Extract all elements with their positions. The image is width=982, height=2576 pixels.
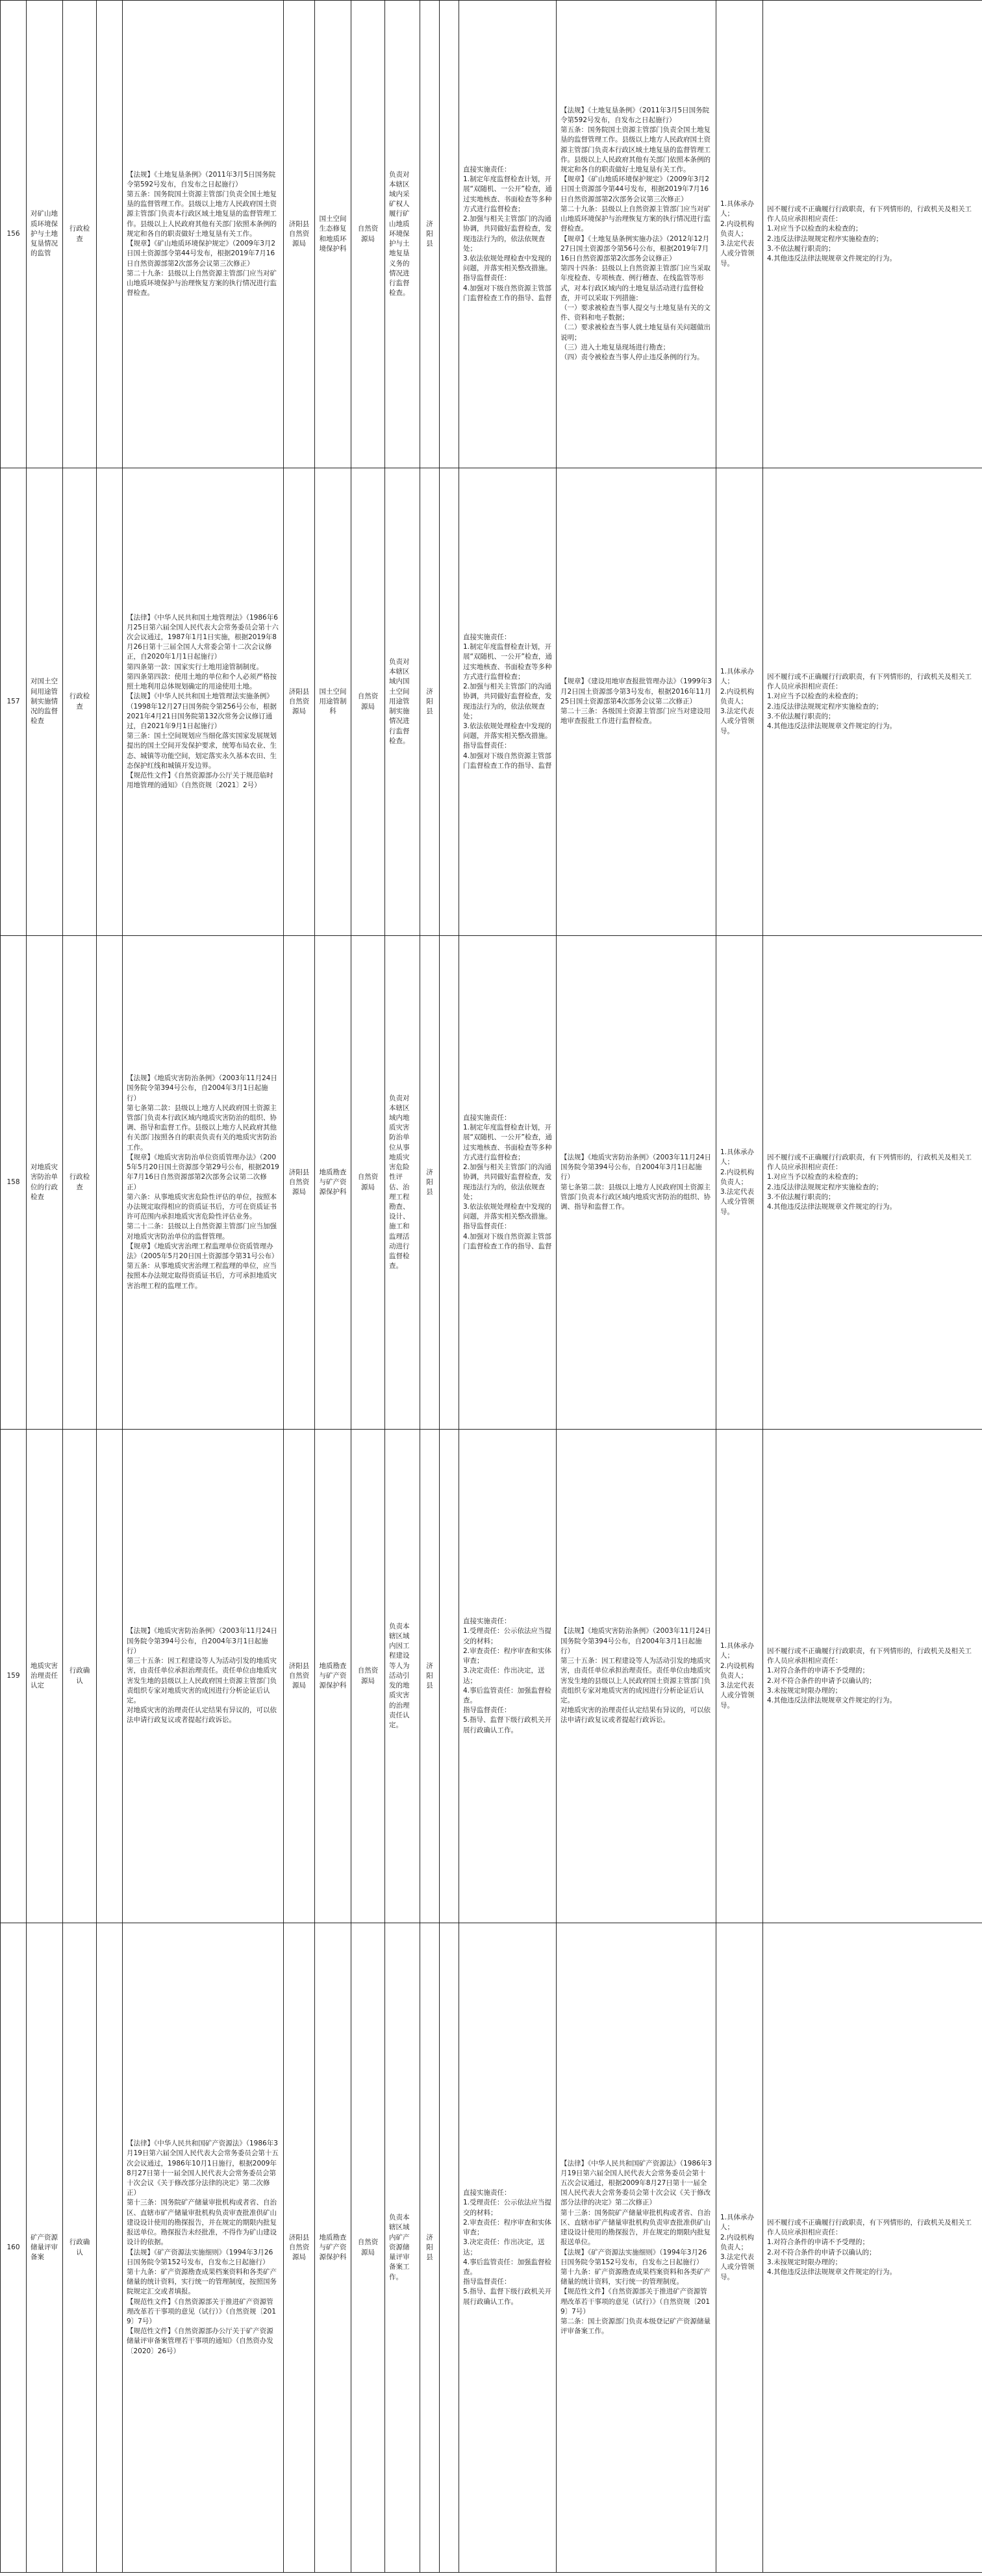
implementing-department: 济阳县自然资源局 — [284, 936, 315, 1430]
table-row — [1, 1923, 982, 2573]
responsibility-basis: 【法规】《土地复垦条例》（2011年3月5日国务院令第592号发布，自发布之日起施行） 第五条：国务院国土资源主管部门负责全国土地复垦的监督管理工作。县级以上地方人民政府国土资源主管部门负责本行政区域土地复垦的监督管理工作。县级以上人民政府其他有关部门依照本条例的规定和各自的职责做好土地复垦有关工作。 【规章】《矿山地质环境保护规定》（2009年3月2日国土资源部令第44号发布，根据2019年7月16日自然资源部第2次部务会议第三次修正） 第二十九条：县级以上自然资源主管部门应当对矿山地质环境保护与治理恢复方案的执行情况进行监督检查。 【规章】《土地复垦条例实施办法》（2012年12月27日国土资源部令第56号公布，根据2019年7月16日自然资源部第2次部务会议修正） 第四十四条：县级以上自然资源主管部门应当采取年度检查、专项核查、例行稽查、在线监管等形式，对本行政区域内的土地复垦活动进行监督检查，并可以采取下列措施： （一）要求被检查当事人提交与土地复垦有关的文件、资料和电子数据； （二）要求被检查当事人就土地复垦有关问题做出说明； （三）进入土地复垦现场进行勘查； （四）责令被检查当事人停止违反条例的行为。 — [557, 1, 716, 468]
accountable-persons: 1.具体承办人； 2.内设机构负责人； 3.法定代表人或分管领导。 — [716, 1923, 763, 2573]
implementing-department: 济阳县自然资源局 — [284, 1, 315, 468]
remarks — [440, 1, 459, 468]
item-name: 对矿山地质环境保护与土地复垦情况的监管 — [27, 1, 63, 468]
responsible-unit: 地质勘查与矿产资源保护科 — [315, 1923, 351, 2573]
subject-organ: 自然资源局 — [351, 936, 385, 1430]
item-name: 对地质灾害防治单位的行政检查 — [27, 936, 63, 1430]
table-row — [1, 468, 982, 936]
legal-basis: 【法规】《土地复垦条例》（2011年3月5日国务院令第592号发布，自发布之日起施行） 第五条：国务院国土资源主管部门负责全国土地复垦的监督管理工作。县级以上地方人民政府国土资源主管部门负责本行政区域土地复垦的监督管理工作。县级以上人民政府其他有关部门依照本条例的规定和各自的职责做好土地复垦有关工作。 【规章】《矿山地质环境保护规定》（2009年3月2日国土资源部令第44号发布，根据2019年7月16日自然资源部第2次部务会议第三次修正） 第二十九条：县级以上自然资源主管部门应当对矿山地质环境保护与治理恢复方案的执行情况进行监督检查。 — [123, 1, 284, 468]
table-row — [1, 1, 982, 468]
subject-organ: 自然资源局 — [351, 1430, 385, 1923]
responsibility-basis: 【法律】《中华人民共和国矿产资源法》（1986年3月19日第六届全国人民代表大会常务委员会第十五次会议通过，根据2009年8月27日第十一届全国人民代表大会常务委员会第十次会议《关于修改部分法律的决定》第二次修正） 第十三条：国务院矿产储量审批机构或者省、自治区、直辖市矿产储量审批机构负责审查批准供矿山建设设计使用的勘探报告，并在规定的期限内批复报送单位。 【法规】《矿产资源法实施细则》（1994年3月26日国务院令第152号发布，自发布之日起施行） 第十九条：矿产资源勘查成果档案资料和各类矿产储量的统计资料，实行统一的管理制度。 【规范性文件】《自然资源部关于推进矿产资源管理改革若干事项的意见（试行）》（自然资规〔2019〕7号） 第二条：国土资源部门负责本级登记矿产资源储量评审备案工作。 — [557, 1923, 716, 2573]
row-number: 156 — [1, 1, 27, 468]
level: 济阳县 — [420, 1430, 440, 1923]
responsibility-basis: 【规章】《建设用地审查报批管理办法》（1999年3月2日国土资源部令第3号发布，根据2016年11月25日国土资源部第4次部务会议第二次修正） 第二十三条：各级国土资源主管部门应当对建设用地审查报批工作进行监督检查。 — [557, 468, 716, 936]
blank-cell — [97, 1, 123, 468]
implementing-department: 济阳县自然资源局 — [284, 468, 315, 936]
responsibility-items: 直接实施责任： 1.制定年度监督检查计划，开展“双随机、一公开”检查，通过实地核查、书面检查等多种方式进行监督检查； 2.加强与相关主管部门的沟通协调，共同做好监督检查，发现违法行为的，依法依规查处； 3.依法依规处理检查中发现的问题，并落实相关整改措施。 指导监督责任： 4.加强对下级自然资源主管部门监督检查工作的指导、监督 — [459, 1, 557, 468]
item-category: 行政确认 — [63, 1430, 97, 1923]
item-category: 行政检查 — [63, 468, 97, 936]
responsibility-items: 直接实施责任： 1.制定年度监督检查计划，开展“双随机、一公开”检查，通过实地核查、书面检查等多种方式进行监督检查； 2.加强与相关主管部门的沟通协调，共同做好监督检查，发现违法行为的，依法依规查处； 3.依法依规处理检查中发现的问题，并落实相关整改措施。 指导监督责任： 4.加强对下级自然资源主管部门监督检查工作的指导、监督 — [459, 468, 557, 936]
blank-cell — [97, 1923, 123, 2573]
liability-circumstances: 因不履行或不正确履行行政职责，有下列情形的，行政机关及相关工作人员应承担相应责任： 1.对应当予以检查的未检查的； 2.违反法律法规规定程序实施检查的； 3.不依法履行职责的； 4.其他违反法律法规规章文件规定的行为。 — [763, 936, 982, 1430]
responsible-unit: 地质勘查与矿产资源保护科 — [315, 1430, 351, 1923]
liability-circumstances: 因不履行或不正确履行行政职责，有下列情形的，行政机关及相关工作人员应承担相应责任： 1.对符合条件的申请不予受理的； 2.对不符合条件的申请予以确认的； 3.未按规定时限办理的； 4.其他违反法律法规规章文件规定的行为。 — [763, 1430, 982, 1923]
subject-organ: 自然资源局 — [351, 1, 385, 468]
responsible-unit: 国土空间生态修复和地质环境保护科 — [315, 1, 351, 468]
implementing-department: 济阳县自然资源局 — [284, 1923, 315, 2573]
duty-scope: 负责对本辖区域内地质灾害防治单位从事地质灾害危险性评估、治理工程勘查、设计、施工和监理活动进行监督检查。 — [385, 936, 420, 1430]
table-row — [1, 936, 982, 1430]
item-category: 行政检查 — [63, 936, 97, 1430]
accountable-persons: 1.具体承办人； 2.内设机构负责人； 3.法定代表人或分管领导。 — [716, 936, 763, 1430]
accountable-persons: 1.具体承办人； 2.内设机构负责人； 3.法定代表人或分管领导。 — [716, 468, 763, 936]
responsibility-basis: 【法规】《地质灾害防治条例》（2003年11月24日国务院令第394号公布，自2004年3月1日起施行） 第三十五条：因工程建设等人为活动引发的地质灾害，由责任单位承担治理责任。责任单位由地质灾害发生地的县级以上人民政府国土资源主管部门负责组织专家对地质灾害的成因进行分析论证后认定。 对地质灾害的治理责任认定结果有异议的，可以依法申请行政复议或者提起行政诉讼。 — [557, 1430, 716, 1923]
row-number: 160 — [1, 1923, 27, 2573]
item-category: 行政检查 — [63, 1, 97, 468]
accountable-persons: 1.具体承办人； 2.内设机构负责人； 3.法定代表人或分管领导。 — [716, 1, 763, 468]
legal-basis: 【法律】《中华人民共和国土地管理法》（1986年6月25日第六届全国人民代表大会常务委员会第十六次会议通过，1987年1月1日实施，根据2019年8月26日第十三届全国人大常委会第十二次会议修正，自2020年1月1日起施行） 第四条第一款：国家实行土地用途管制制度。 第四条第四款：使用土地的单位和个人必须严格按照土地利用总体规划确定的用途使用土地。 【法规】《中华人民共和国土地管理法实施条例》（1998年12月27日国务院令第256号公布，根据2021年4月21日国务院第132次常务会议修订通过，自2021年9月1日起施行） 第三条：国土空间规划应当细化落实国家发展规划提出的国土空间开发保护要求，统筹布局农业、生态、城镇等功能空间，划定落实永久基本农田、生态保护红线和城镇开发边界。 【规范性文件】《自然资源部办公厅关于规范临时用地管理的通知》（自然资规〔2021〕2号） — [123, 468, 284, 936]
level: 济阳县 — [420, 468, 440, 936]
blank-cell — [97, 936, 123, 1430]
responsibility-basis: 【法规】《地质灾害防治条例》（2003年11月24日国务院令第394号公布，自2004年3月1日起施行） 第七条第二款：县级以上地方人民政府国土资源主管部门负责本行政区域内地质灾害防治的组织、协调、指导和监督工作。 — [557, 936, 716, 1430]
accountable-persons: 1.具体承办人； 2.内设机构负责人； 3.法定代表人或分管领导。 — [716, 1430, 763, 1923]
level: 济阳县 — [420, 1, 440, 468]
liability-circumstances: 因不履行或不正确履行行政职责，有下列情形的，行政机关及相关工作人员应承担相应责任： 1.对应当予以检查的未检查的； 2.违反法律法规规定程序实施检查的； 3.不依法履行职责的； 4.其他违反法律法规规章文件规定的行为。 — [763, 468, 982, 936]
row-number: 159 — [1, 1430, 27, 1923]
item-category: 行政确认 — [63, 1923, 97, 2573]
implementing-department: 济阳县自然资源局 — [284, 1430, 315, 1923]
responsibility-items: 直接实施责任： 1.制定年度监督检查计划，开展“双随机、一公开”检查，通过实地核查、书面检查等多种方式进行监督检查； 2.加强与相关主管部门的沟通协调，共同做好监督检查，发现违法行为的，依法依规查处； 3.依法依规处理检查中发现的问题，并落实相关整改措施。 指导监督责任： 4.加强对下级自然资源主管部门监督检查工作的指导、监督 — [459, 936, 557, 1430]
subject-organ: 自然资源局 — [351, 468, 385, 936]
remarks — [440, 468, 459, 936]
responsibility-items: 直接实施责任： 1.受理责任：公示依法应当提交的材料； 2.审查责任：程序审查和实体审查； 3.决定责任：作出决定，送达； 4.事后监管责任：加强监督检查。 指导监督责任： 5.指导、监督下级行政机关开展行政确认工作。 — [459, 1923, 557, 2573]
blank-cell — [97, 468, 123, 936]
row-number: 157 — [1, 468, 27, 936]
duty-scope: 负责对本辖区域内采矿权人履行矿山地质环境保护与土地复垦义务的情况进行监督检查。 — [385, 1, 420, 468]
responsibility-items: 直接实施责任： 1.受理责任：公示依法应当提交的材料； 2.审查责任：程序审查和实体审查； 3.决定责任：作出决定，送达； 4.事后监管责任：加强监督检查。 指导监督责任： 5.指导、监督下级行政机关开展行政确认工作。 — [459, 1430, 557, 1923]
level: 济阳县 — [420, 936, 440, 1430]
duty-scope: 负责对本辖区域内国土空间用途管制实施情况进行监督检查。 — [385, 468, 420, 936]
responsible-unit: 国土空间用途管制科 — [315, 468, 351, 936]
responsible-unit: 地质勘查与矿产资源保护科 — [315, 936, 351, 1430]
item-name: 矿产资源储量评审备案 — [27, 1923, 63, 2573]
duty-scope: 负责本辖区域内矿产资源储量评审备案工作。 — [385, 1923, 420, 2573]
remarks — [440, 936, 459, 1430]
remarks — [440, 1430, 459, 1923]
table-row — [1, 1430, 982, 1923]
legal-basis: 【法规】《地质灾害防治条例》（2003年11月24日国务院令第394号公布，自2004年3月1日起施行） 第七条第二款：县级以上地方人民政府国土资源主管部门负责本行政区域内地质灾害防治的组织、协调、指导和监督工作。县级以上地方人民政府其他有关部门按照各自的职责负责有关的地质灾害防治工作。 【规章】《地质灾害防治单位资质管理办法》（2005年5月20日国土资源部令第29号公布，根据2019年7月16日自然资源部第2次部务会议第二次修正） 第六条：从事地质灾害危险性评估的单位，按照本办法规定取得相应的资质证书后，方可在资质证书许可范围内承担地质灾害危险性评估业务。 第二十二条：县级以上自然资源主管部门应当加强对地质灾害防治单位的监督管理。 【规章】《地质灾害治理工程监理单位资质管理办法》（2005年5月20日国土资源部令第31号公布） 第五条：从事地质灾害治理工程监理的单位，应当按照本办法规定取得资质证书后，方可承担地质灾害治理工程的监理工作。 — [123, 936, 284, 1430]
blank-cell — [97, 1430, 123, 1923]
legal-basis: 【法规】《地质灾害防治条例》（2003年11月24日国务院令第394号公布，自2004年3月1日起施行） 第三十五条：因工程建设等人为活动引发的地质灾害，由责任单位承担治理责任。责任单位由地质灾害发生地的县级以上人民政府国土资源主管部门负责组织专家对地质灾害的成因进行分析论证后认定。 对地质灾害的治理责任认定结果有异议的，可以依法申请行政复议或者提起行政诉讼。 — [123, 1430, 284, 1923]
subject-organ: 自然资源局 — [351, 1923, 385, 2573]
row-number: 158 — [1, 936, 27, 1430]
liability-circumstances: 因不履行或不正确履行行政职责，有下列情形的，行政机关及相关工作人员应承担相应责任： 1.对应当予以检查的未检查的； 2.违反法律法规规定程序实施检查的； 3.不依法履行职责的； 4.其他违反法律法规规章文件规定的行为。 — [763, 1, 982, 468]
item-name: 对国土空间用途管制实施情况的监督检查 — [27, 468, 63, 936]
duty-scope: 负责本辖区域内因工程建设等人为活动引发的地质灾害的治理责任认定。 — [385, 1430, 420, 1923]
legal-basis: 【法律】《中华人民共和国矿产资源法》（1986年3月19日第六届全国人民代表大会常务委员会第十五次会议通过，1986年10月1日施行，根据2009年8月27日第十一届全国人民代表大会常务委员会第十次会议《关于修改部分法律的决定》第二次修正） 第十三条：国务院矿产储量审批机构或者省、自治区、直辖市矿产储量审批机构负责审查批准供矿山建设设计使用的勘探报告，并在规定的期限内批复报送单位。勘探报告未经批准，不得作为矿山建设设计的依据。 【法规】《矿产资源法实施细则》（1994年3月26日国务院令第152号发布，自发布之日起施行） 第十九条：矿产资源勘查成果档案资料和各类矿产储量的统计资料，实行统一的管理制度，按照国务院规定汇交或者填报。 【规范性文件】《自然资源部关于推进矿产资源管理改革若干事项的意见（试行）》（自然资规〔2019〕7号） 【规范性文件】《自然资源部办公厅关于矿产资源储量评审备案管理若干事项的通知》（自然资办发〔2020〕26号） — [123, 1923, 284, 2573]
liability-circumstances: 因不履行或不正确履行行政职责，有下列情形的，行政机关及相关工作人员应承担相应责任： 1.对符合条件的申请不予受理的； 2.对不符合条件的申请予以确认的； 3.未按规定时限办理的； 4.其他违反法律法规规章文件规定的行为。 — [763, 1923, 982, 2573]
remarks — [440, 1923, 459, 2573]
item-name: 地质灾害治理责任认定 — [27, 1430, 63, 1923]
level: 济阳县 — [420, 1923, 440, 2573]
